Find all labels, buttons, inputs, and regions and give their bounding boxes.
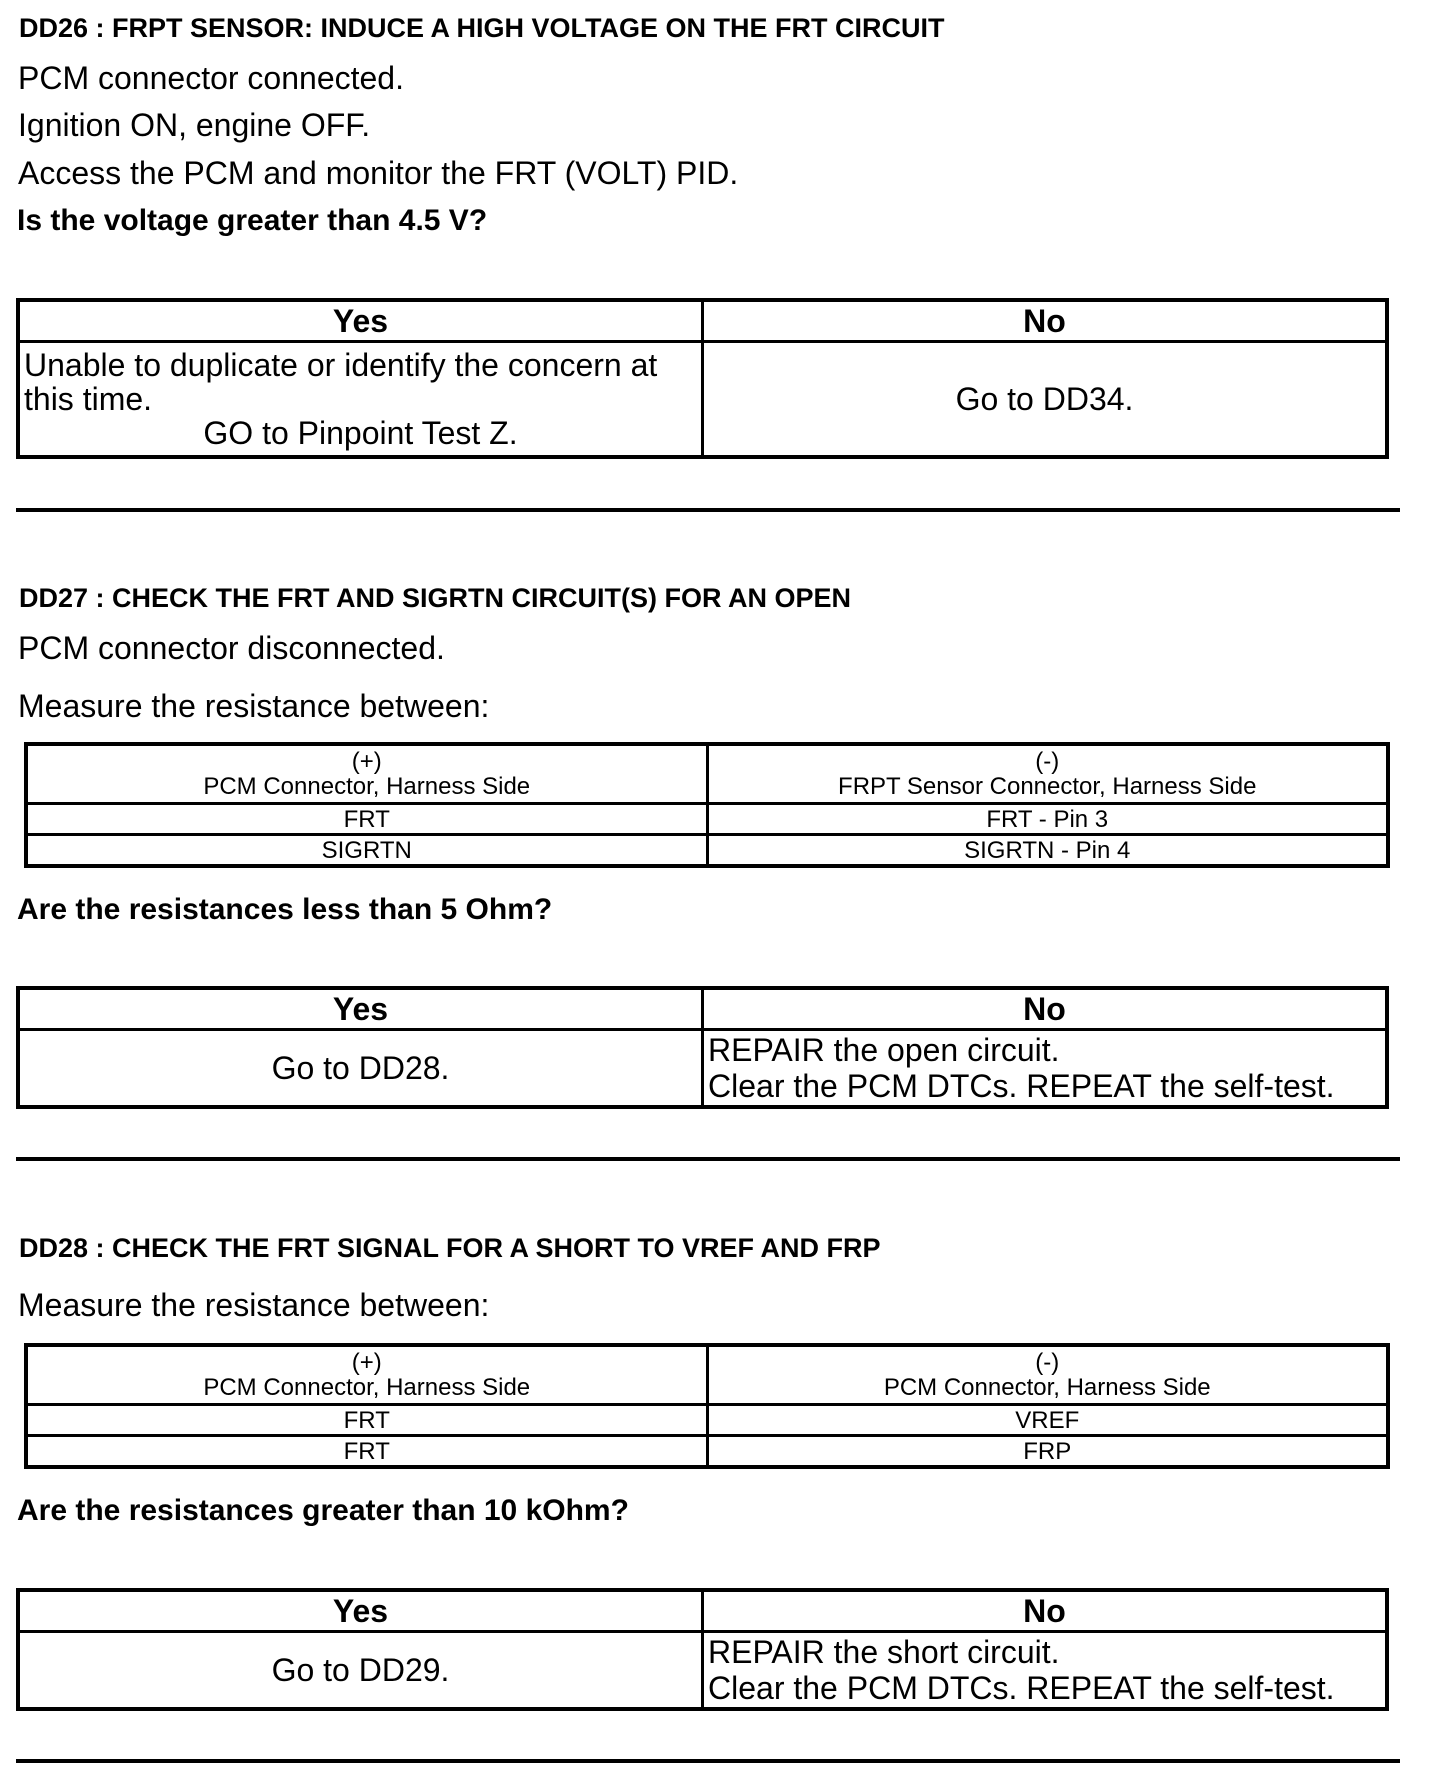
section-divider bbox=[16, 508, 1400, 512]
dd26-yes-cell bbox=[18, 342, 703, 458]
dd27-step-1: PCM connector disconnected. bbox=[18, 630, 445, 666]
dd27-yes-header: Yes bbox=[18, 988, 703, 1030]
dd27-pos-header: PCM Connector, Harness Side bbox=[203, 773, 531, 800]
dd26-no-cell: Go to DD34. bbox=[703, 342, 1388, 458]
dd28-measurement-table bbox=[24, 1343, 1390, 1469]
dd28-no-header: No bbox=[703, 1590, 1388, 1632]
dd28-yes-no-table bbox=[16, 1588, 1389, 1711]
dd28-neg-symbol: (-) bbox=[1035, 1349, 1060, 1376]
dd27-neg-header: FRPT Sensor Connector, Harness Side bbox=[838, 773, 1257, 800]
dd28-step-1: Measure the resistance between: bbox=[18, 1287, 490, 1323]
dd26-yes-text-2: this time. bbox=[24, 381, 153, 417]
dd26-yes-no-table bbox=[16, 298, 1389, 459]
dd26-question: Is the voltage greater than 4.5 V? bbox=[17, 204, 488, 237]
dd26-step-3: Access the PCM and monitor the FRT (VOLT) PID. bbox=[18, 155, 739, 191]
dd27-step-2: Measure the resistance between: bbox=[18, 688, 490, 724]
dd27-pos-symbol: (+) bbox=[351, 748, 382, 775]
dd27-yes-cell: Go to DD28. bbox=[18, 1030, 703, 1108]
dd27-question: Are the resistances less than 5 Ohm? bbox=[17, 893, 553, 926]
dd27-no-header: No bbox=[703, 988, 1388, 1030]
dd28-pos-header: PCM Connector, Harness Side bbox=[203, 1374, 531, 1401]
dd27-neg-symbol: (-) bbox=[1035, 748, 1060, 775]
dd26-no-header: No bbox=[703, 300, 1388, 342]
dd27-no-text-2: Clear the PCM DTCs. REPEAT the self-test. bbox=[708, 1068, 1335, 1104]
table-row bbox=[26, 1405, 1388, 1436]
dd28-row-1-pos: FRT bbox=[26, 1405, 707, 1436]
dd26-yes-text-3: GO to Pinpoint Test Z. bbox=[203, 415, 518, 451]
dd27-row-2-neg: SIGRTN - Pin 4 bbox=[707, 835, 1388, 867]
dd26-heading: DD26 : FRPT SENSOR: INDUCE A HIGH VOLTAGE ON THE FRT CIRCUIT bbox=[19, 13, 945, 43]
dd28-yes-header: Yes bbox=[18, 1590, 703, 1632]
dd27-no-text-1: REPAIR the open circuit. bbox=[708, 1032, 1060, 1068]
dd27-row-1-neg: FRT - Pin 3 bbox=[707, 804, 1388, 835]
section-divider bbox=[16, 1157, 1400, 1161]
dd27-row-1-pos: FRT bbox=[26, 804, 707, 835]
dd28-pos-symbol: (+) bbox=[351, 1349, 382, 1376]
dd28-pos-header-cell bbox=[26, 1345, 707, 1405]
dd28-question: Are the resistances greater than 10 kOhm? bbox=[17, 1494, 629, 1527]
dd28-no-cell bbox=[703, 1632, 1388, 1710]
dd26-step-1: PCM connector connected. bbox=[18, 60, 404, 96]
dd27-yes-no-table bbox=[16, 986, 1389, 1109]
table-row bbox=[26, 1436, 1388, 1468]
dd27-row-2-pos: SIGRTN bbox=[26, 835, 707, 867]
dd26-step-2: Ignition ON, engine OFF. bbox=[18, 107, 371, 143]
dd28-neg-header-cell bbox=[707, 1345, 1388, 1405]
dd28-heading: DD28 : CHECK THE FRT SIGNAL FOR A SHORT TO VREF AND FRP bbox=[19, 1233, 881, 1263]
dd28-neg-header: PCM Connector, Harness Side bbox=[883, 1374, 1211, 1401]
dd27-no-cell bbox=[703, 1030, 1388, 1108]
dd27-neg-header-cell bbox=[707, 744, 1388, 804]
section-divider bbox=[16, 1759, 1400, 1763]
dd28-no-text-2: Clear the PCM DTCs. REPEAT the self-test. bbox=[708, 1670, 1335, 1706]
dd28-row-2-pos: FRT bbox=[26, 1436, 707, 1468]
dd28-row-1-neg: VREF bbox=[707, 1405, 1388, 1436]
dd27-measurement-table bbox=[24, 742, 1390, 868]
dd27-pos-header-cell bbox=[26, 744, 707, 804]
table-row bbox=[26, 835, 1388, 867]
dd28-yes-cell: Go to DD29. bbox=[18, 1632, 703, 1710]
dd26-yes-text-1: Unable to duplicate or identify the concern at bbox=[24, 347, 658, 383]
table-row bbox=[26, 804, 1388, 835]
dd26-yes-header: Yes bbox=[18, 300, 703, 342]
dd28-row-2-neg: FRP bbox=[707, 1436, 1388, 1468]
dd27-heading: DD27 : CHECK THE FRT AND SIGRTN CIRCUIT(S) FOR AN OPEN bbox=[19, 583, 852, 613]
dd28-no-text-1: REPAIR the short circuit. bbox=[708, 1634, 1060, 1670]
